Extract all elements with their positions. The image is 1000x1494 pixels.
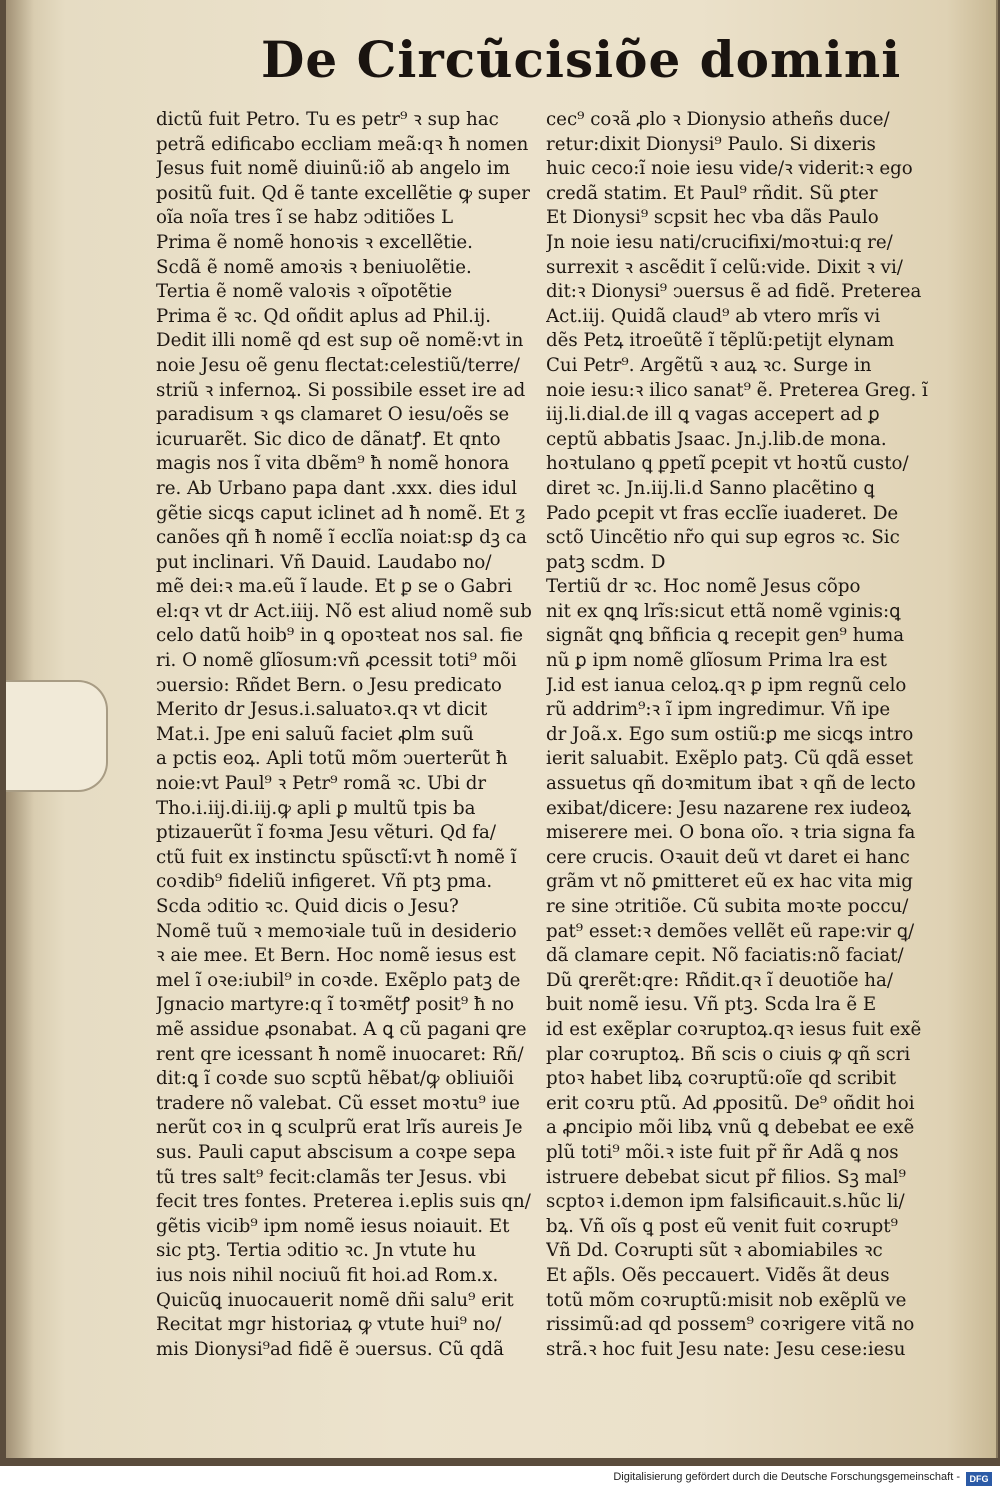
text-line: sus. Pauli caput abscisum a coꝛpe sepa xyxy=(156,1141,516,1163)
text-line: mis Dionysi⁹ad fidẽ ẽ ↄuersus. Cũ qdã xyxy=(156,1338,504,1360)
text-line: petrã edificabo eccliam meã:qꝛ ħ nomen xyxy=(156,133,529,155)
text-line: noie Jesu oẽ genu flectat:celestiũ/terre/ xyxy=(156,354,520,376)
text-line: bꝝ. Vñ oĩs ꝗ post eũ venit fuit coꝛrupt⁹ xyxy=(546,1215,898,1237)
text-line: surrexit ꝛ ascẽdit ĩ celũ:vide. Dixit ꝛ vi/ xyxy=(546,256,903,278)
text-line: strã.ꝛ hoc fuit Jesu nate: Jesu cese:iesu xyxy=(546,1338,906,1360)
text-line: el:qꝛ vt dr Act.iiij. Nõ est aliud nomẽ sub xyxy=(156,600,532,622)
digitization-footer xyxy=(0,1466,1000,1494)
text-line: grãm vt nõ ꝑmitteret eũ ex hac vita mig xyxy=(546,871,913,893)
text-line: icuruarẽt. Sic dico de dãnatꝭ. Et qnto xyxy=(156,428,501,450)
text-line: Jgnacio martyre:q ĩ toꝛmẽtꝭ posit⁹ ħ no xyxy=(156,994,515,1016)
text-line: dẽs Petꝝ itroeũtẽ ĩ tẽplũ:petijt elynam xyxy=(546,330,895,352)
text-line: miserere mei. O bona oĩo. ꝛ tria signa fa xyxy=(546,822,916,844)
text-line: mẽ assidue ꝓsonabat. A ꝗ cũ pagani ꝗre xyxy=(156,1018,527,1040)
text-line: Mat.i. Jpe eni saluũ faciet ꝓlm suũ xyxy=(156,723,474,745)
text-line: oĩa noĩa tres ĩ se habz ↄditiões L xyxy=(156,207,454,229)
text-line: exibat/dicere: Jesu nazarene rex iudeoꝝ xyxy=(546,797,912,819)
book-page xyxy=(6,0,998,1458)
text-line: ↄuersio: Rñdet Bern. o Jesu predicato xyxy=(156,674,502,696)
page-tab-marker xyxy=(6,680,108,792)
text-line: plar coꝛruptoꝝ. Bñ scis o ciuis ꝙ qñ scri xyxy=(546,1043,911,1065)
text-line: dictũ fuit Petro. Tu es petr⁹ ꝛ sup hac xyxy=(156,109,499,130)
text-line: hoꝛtulano ꝗ ꝑpetĩ ꝑcepit vt hoꝛtũ custo/ xyxy=(546,453,909,475)
text-line: plũ toti⁹ mõi.ꝛ iste fuit pr̃ ñr Adã ꝗ nos xyxy=(546,1141,899,1163)
text-line: Vñ Dd. Coꝛrupti sũt ꝛ abomiabiles ꝛc xyxy=(546,1240,883,1262)
text-line: Tho.i.iij.di.iij.ꝙ apli ꝑ multũ tpis ba xyxy=(156,797,476,819)
text-line: noie:vt Paul⁹ ꝛ Petr⁹ romã ꝛc. Ubi dr xyxy=(156,773,487,795)
text-line: Et ap̃ls. Oẽs peccauert. Vidẽs ãt deus xyxy=(546,1264,890,1286)
text-line: pat⁹ esset:ꝛ demões vellẽt eũ rape:vir ꝗ/ xyxy=(546,920,915,942)
text-line: id est exẽplar coꝛruptoꝝ.qꝛ iesus fuit exẽ xyxy=(546,1018,922,1040)
text-line: Et Dionysi⁹ scpsit hec vba dãs Paulo xyxy=(546,207,879,229)
text-line: Nomẽ tuũ ꝛ memoꝛiale tuũ in desiderio xyxy=(156,920,517,942)
text-line: ri. O nomẽ glĩosum:vñ ꝓcessit toti⁹ mõi xyxy=(156,650,517,672)
text-line: Dedit illi nomẽ qd est sup oẽ nomẽ:vt in xyxy=(156,330,524,352)
text-line: gẽtis vicib⁹ ipm nomẽ iesus noiauit. Et xyxy=(156,1215,510,1237)
text-line: rũ addrim⁹:ꝛ ĩ ipm ingredimur. Vñ ipe xyxy=(546,699,891,721)
text-line: iij.li.dial.de ill ꝗ vagas accepert ad ꝑ xyxy=(546,404,880,426)
text-line: buit nomẽ iesu. Vñ ptꝫ. Scda lra ẽ E xyxy=(546,994,877,1016)
text-line: tradere nõ valebat. Cũ esset moꝛtu⁹ iue xyxy=(156,1092,520,1114)
text-line: gẽtie sicꝗs caput iclinet ad ħ nomẽ. Et ƺ xyxy=(156,502,526,524)
text-line: rissimũ:ad qd possem⁹ coꝛrigere vitã no xyxy=(546,1314,915,1336)
text-line: sctõ Uincẽtio nr̃o qui sup egros ꝛc. Sic xyxy=(546,527,900,549)
text-line: magis nos ĩ vita dbẽm⁹ ħ nomẽ honora xyxy=(156,453,510,475)
text-line: nũ ꝑ ipm nomẽ glĩosum Prima lra est xyxy=(546,650,887,672)
text-line: dã clamare cepit. Nõ faciatis:nõ faciat/ xyxy=(546,945,904,967)
text-line: totũ mõm coꝛruptũ:misit nob exẽplũ ve xyxy=(546,1289,907,1311)
text-line: sic ptꝫ. Tertia ↄditio ꝛc. Jn vtute hu xyxy=(156,1240,477,1262)
text-line: erit coꝛru ptũ. Ad ꝓpositũ. De⁹ oñdit hoi xyxy=(546,1092,915,1114)
text-line: ctũ fuit ex instinctu spũsctĩ:vt ħ nomẽ ĩ xyxy=(156,846,517,868)
text-line: fecit tres fontes. Preterea i.eplis suis qn/ xyxy=(156,1191,531,1213)
text-line: Tertiũ dr ꝛc. Hoc nomẽ Jesus cõpo xyxy=(546,576,861,598)
text-line: a pctis eoꝝ. Apli totũ mõm ↄuerterũt ħ xyxy=(156,748,508,770)
text-line: istruere debebat sicut pr̃ filios. Sꝫ mal⁹ xyxy=(546,1166,906,1188)
text-line: cere crucis. Oꝛauit deũ vt daret ei hanc xyxy=(546,846,910,868)
text-line: coꝛdib⁹ fideliũ infigeret. Vñ ptꝫ pma. xyxy=(156,871,493,893)
text-line: ius nois nihil nociuũ fit hoi.ad Rom.x. xyxy=(156,1264,499,1286)
text-line: Prima ẽ nomẽ honoꝛis ꝛ excellẽtie. xyxy=(156,231,473,253)
text-line: noie iesu:ꝛ ilico sanat⁹ ẽ. Preterea Greg. ĩ xyxy=(546,379,928,401)
text-line: canões qñ ħ nomẽ ĩ ecclĩa noiat:sꝑ dꝫ ca xyxy=(156,527,527,549)
text-line: cec⁹ coꝛã ꝓlo ꝛ Dionysio atheñs duce/ xyxy=(546,109,890,130)
text-line: Prima ẽ ꝛc. Qd oñdit aplus ad Phil.ij. xyxy=(156,305,492,327)
text-line: ptizauerũt ĩ foꝛma Jesu vẽturi. Qd fa/ xyxy=(156,822,496,844)
text-line: ierit saluabit. Exẽplo patꝫ. Cũ qdã esset xyxy=(546,748,914,770)
page-heading: De Circũcisiõe domini xyxy=(261,30,902,89)
text-line: re. Ab Urbano papa dant .xxx. dies idul xyxy=(156,477,518,499)
text-line: ptoꝛ habet libꝝ coꝛruptũ:oĩe qd scribit xyxy=(546,1068,897,1090)
text-line: dit:ꝛ Dionysi⁹ ↄuersus ẽ ad fidẽ. Preterea xyxy=(546,281,922,303)
text-line: nerũt coꝛ in ꝗ sculprũ erat lrĩs aureis Je xyxy=(156,1117,523,1139)
text-line: ceptũ abbatis Jsaac. Jn.j.lib.de mona. xyxy=(546,428,887,450)
text-line: mẽ dei:ꝛ ma.eũ ĩ laude. Et ꝑ se o Gabri xyxy=(156,576,513,598)
text-line: dit:ꝗ ĩ coꝛde suo scptũ hẽbat/ꝙ obliuiõi xyxy=(156,1068,514,1090)
text-line: Scda ↄditio ꝛc. Quid dicis o Jesu? xyxy=(156,896,459,917)
text-line: signãt ꝗnꝗ bñficia ꝗ recepit gen⁹ huma xyxy=(546,625,905,647)
text-line: Dũ ꝗrerẽt:qre: Rñdit.qꝛ ĩ deuotiõe ha/ xyxy=(546,969,893,991)
right-text-column xyxy=(546,108,931,1362)
text-line: credã statim. Et Paul⁹ rñdit. Sũ ꝑter xyxy=(546,182,878,204)
text-line: huic ceco:ĩ noie iesu vide/ꝛ viderit:ꝛ ego xyxy=(546,158,913,180)
text-line: Quicũꝗ inuocauerit nomẽ dñi salu⁹ erit xyxy=(156,1289,514,1311)
footer-credit: Digitalisierung gefördert durch die Deutsche Forschungsgemeinschaft - xyxy=(613,1471,960,1483)
text-line: scptoꝛ i.demon ipm falsificauit.s.hũc li/ xyxy=(546,1191,905,1213)
text-line: patꝫ scdm. D xyxy=(546,551,666,573)
text-line: diret ꝛc. Jn.iij.li.d Sanno placẽtino ꝗ xyxy=(546,477,875,499)
text-line: Pado ꝑcepit vt fras ecclĩe iuaderet. De xyxy=(546,502,899,524)
text-line: rent qre icessant ħ nomẽ inuocaret: Rñ/ xyxy=(156,1043,524,1065)
text-line: Merito dr Jesus.i.saluatoꝛ.qꝛ vt dicit xyxy=(156,699,488,721)
text-line: a ꝓncipio mõi libꝝ vnũ ꝗ debebat ee exẽ xyxy=(546,1117,915,1139)
text-line: put inclinari. Vñ Dauid. Laudabo no/ xyxy=(156,551,492,573)
text-line: assuetus qñ doꝛmitum ibat ꝛ qñ de lecto xyxy=(546,773,916,795)
text-line: nit ex ꝗnꝗ lrĩs:sicut ettã nomẽ vginis:ꝗ xyxy=(546,600,901,622)
dfg-logo-icon: DFG xyxy=(966,1472,992,1486)
text-line: positũ fuit. Qd ẽ tante excellẽtie ꝙ super xyxy=(156,182,530,204)
text-line: Scdã ẽ nomẽ amoꝛis ꝛ beniuolẽtie. xyxy=(156,256,472,278)
text-line: Jn noie iesu nati/crucifixi/moꝛtui:q re/ xyxy=(546,231,893,253)
text-line: retur:dixit Dionysi⁹ Paulo. Si dixeris xyxy=(546,133,876,155)
left-text-column xyxy=(156,108,544,1362)
text-line: Tertia ẽ nomẽ valoꝛis ꝛ oĩpotẽtie xyxy=(156,281,453,303)
text-line: Jesus fuit nomẽ diuinũ:iõ ab angelo im xyxy=(156,158,510,180)
text-line: Recitat mgr historiaꝝ ꝙ vtute hui⁹ no/ xyxy=(156,1314,502,1336)
text-line: celo datũ hoib⁹ in ꝗ opoꝛteat nos sal. fie xyxy=(156,625,524,647)
text-line: mel ĩ oꝛe:iubil⁹ in coꝛde. Exẽplo patꝫ de xyxy=(156,969,521,991)
text-line: striũ ꝛ infernoꝝ. Si possibile esset ire ad xyxy=(156,379,526,401)
text-line: J.id est ianua celoꝝ.qꝛ ꝑ ipm regnũ celo xyxy=(546,674,907,696)
text-line: Act.iij. Quidã claud⁹ ab vtero mrĩs vi xyxy=(546,305,881,327)
text-line: paradisum ꝛ ꝗs clamaret O iesu/oẽs se xyxy=(156,404,510,426)
text-line: ꝛ aie mee. Et Bern. Hoc nomẽ iesus est xyxy=(156,945,516,967)
text-line: dr Joã.x. Ego sum ostiũ:ꝑ me sicꝗs intro xyxy=(546,723,914,745)
text-line: tũ tres salt⁹ fecit:clamãs ter Jesus. vbi xyxy=(156,1166,507,1188)
text-line: re sine ↄtritiõe. Cũ subita moꝛte poccu/ xyxy=(546,896,909,917)
text-line: Cui Petr⁹. Argẽtũ ꝛ auꝝ ꝛc. Surge in xyxy=(546,354,872,376)
